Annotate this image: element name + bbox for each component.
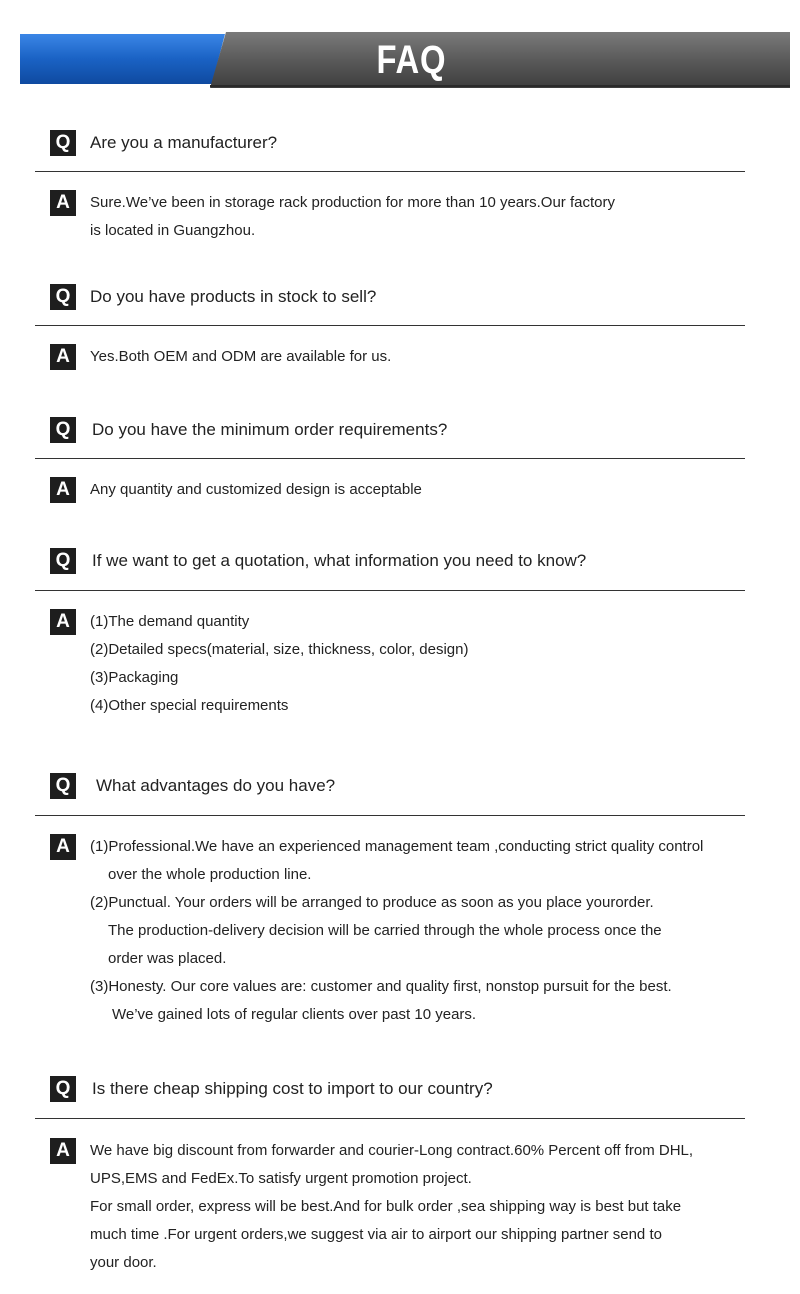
question-badge: Q (50, 130, 76, 156)
faq-question-row (50, 417, 447, 443)
question-badge: Q (50, 1076, 76, 1102)
answer-line: (3)Honesty. Our core values are: customer and quality first, nonstop pursuit for the best. (90, 978, 672, 995)
answer-badge: A (50, 190, 76, 216)
faq-banner (20, 32, 790, 88)
answer-line: (1)The demand quantity (90, 613, 250, 630)
divider (35, 325, 745, 326)
divider (35, 590, 745, 591)
question-text: Is there cheap shipping cost to import to our country? (92, 1079, 493, 1098)
answer-line: order was placed. (108, 950, 227, 967)
answer-line: much time .For urgent orders,we suggest via air to airport our shipping partner send to (90, 1226, 662, 1243)
question-text: If we want to get a quotation, what information you need to know? (92, 551, 587, 570)
answer-line: Yes.Both OEM and ODM are available for us. (90, 348, 392, 365)
answer-text (90, 345, 391, 373)
question-text: What advantages do you have? (96, 776, 336, 795)
answer-line: over the whole production line. (108, 866, 312, 883)
answer-line: The production-delivery decision will be carried through the whole process once the (108, 922, 662, 939)
answer-text (90, 191, 615, 247)
answer-line: is located in Guangzhou. (90, 222, 256, 239)
divider (35, 458, 745, 459)
faq-question-row (50, 548, 586, 574)
answer-badge: A (50, 609, 76, 635)
divider (35, 1118, 745, 1119)
answer-line: UPS,EMS and FedEx.To satisfy urgent promotion project. (90, 1170, 472, 1187)
answer-line: (1)Professional.We have an experienced management team ,conducting strict quality control (90, 838, 704, 855)
answer-badge: A (50, 834, 76, 860)
answer-line: Sure.We’ve been in storage rack production for more than 10 years.Our factory (90, 194, 615, 211)
answer-line: (2)Detailed specs(material, size, thickness, color, design) (90, 641, 469, 658)
question-text: Do you have products in stock to sell? (90, 287, 377, 306)
faq-question-row (50, 130, 277, 156)
answer-badge: A (50, 1138, 76, 1164)
faq-question-row (50, 284, 376, 310)
question-badge: Q (50, 284, 76, 310)
faq-answer-row (50, 834, 703, 1031)
answer-badge: A (50, 477, 76, 503)
answer-badge: A (50, 344, 76, 370)
question-text: Are you a manufacturer? (90, 133, 278, 152)
answer-line: (2)Punctual. Your orders will be arranged to produce as soon as you place yourorder. (90, 894, 654, 911)
divider (35, 815, 745, 816)
answer-line: We have big discount from forwarder and courier-Long contract.60% Percent off from DHL, (90, 1142, 694, 1159)
question-badge: Q (50, 548, 76, 574)
question-badge: Q (50, 773, 76, 799)
answer-line: For small order, express will be best.And for bulk order ,sea shipping way is best but take (90, 1198, 682, 1215)
question-text: Do you have the minimum order requirements? (92, 420, 448, 439)
faq-answer-row (50, 609, 469, 722)
answer-line: We’ve gained lots of regular clients over past 10 years. (112, 1006, 477, 1023)
answer-text (90, 1139, 693, 1279)
faq-answer-row (50, 1138, 693, 1279)
answer-text (90, 478, 422, 506)
faq-answer-row (50, 190, 615, 247)
answer-line: Any quantity and customized design is acceptable (90, 481, 422, 498)
answer-text (90, 610, 469, 722)
faq-answer-row (50, 477, 422, 506)
answer-text (90, 835, 703, 1031)
page-title: FAQ (376, 38, 447, 82)
answer-line: (3)Packaging (90, 669, 179, 686)
faq-question-row (50, 773, 335, 799)
faq-question-row (50, 1076, 493, 1102)
answer-line: (4)Other special requirements (90, 697, 289, 714)
faq-answer-row (50, 344, 391, 373)
divider (35, 171, 745, 172)
answer-line: your door. (90, 1254, 157, 1271)
question-badge: Q (50, 417, 76, 443)
